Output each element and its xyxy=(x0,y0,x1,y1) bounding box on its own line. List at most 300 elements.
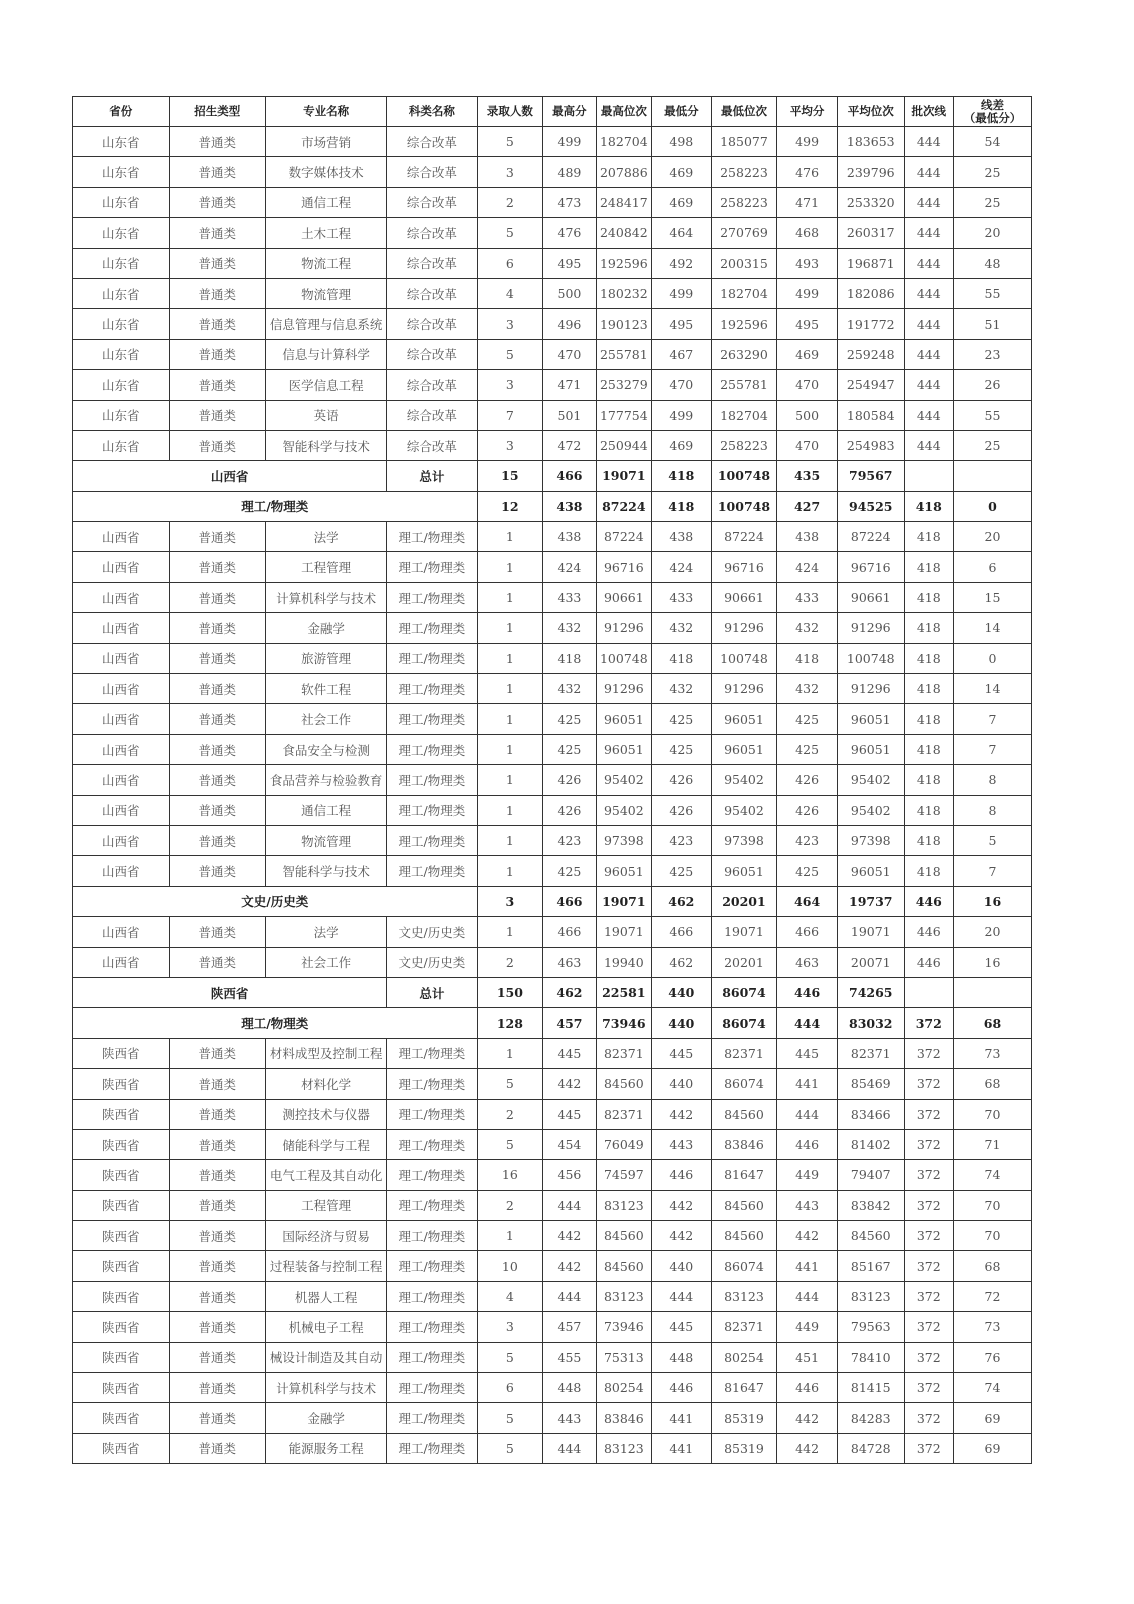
cell-avg-score: 466 xyxy=(777,917,838,947)
cell-line-diff: 25 xyxy=(953,157,1031,187)
cell-avg-rank: 95402 xyxy=(837,765,904,795)
cell-enrollment-type: 普通类 xyxy=(169,613,266,643)
cell-min-score: 425 xyxy=(652,734,712,764)
cell-avg-rank: 79407 xyxy=(837,1160,904,1190)
cell-min-score: 446 xyxy=(652,1373,712,1403)
cell-min-score: 440 xyxy=(652,1069,712,1099)
cell-max-score: 444 xyxy=(543,1433,596,1463)
cell-min-rank: 85319 xyxy=(711,1433,777,1463)
cell-min-score: 418 xyxy=(652,643,712,673)
cell-major-name: 智能科学与技术 xyxy=(266,430,387,460)
cell-min-score: 440 xyxy=(652,1251,712,1281)
cell-major-name: 旅游管理 xyxy=(266,643,387,673)
cell-batch-line: 418 xyxy=(904,491,953,521)
cell-enrollment-type: 普通类 xyxy=(169,643,266,673)
cell-major-name: 计算机科学与技术 xyxy=(266,582,387,612)
cell-line-diff: 68 xyxy=(953,1008,1031,1038)
cell-enrollment-type: 普通类 xyxy=(169,825,266,855)
cell-max-score: 457 xyxy=(543,1008,596,1038)
cell-avg-score: 446 xyxy=(777,1373,838,1403)
cell-province: 陕西省 xyxy=(73,1190,170,1220)
cell-admitted-count: 3 xyxy=(477,309,543,339)
cell-province: 陕西省 xyxy=(73,1160,170,1190)
cell-major-name: 社会工作 xyxy=(266,704,387,734)
cell-major-name: 电气工程及其自动化 xyxy=(266,1160,387,1190)
cell-avg-score: 438 xyxy=(777,522,838,552)
cell-max-score: 425 xyxy=(543,734,596,764)
cell-avg-score: 426 xyxy=(777,765,838,795)
cell-max-rank: 19940 xyxy=(596,947,651,977)
cell-avg-rank: 97398 xyxy=(837,825,904,855)
cell-admitted-count: 5 xyxy=(477,127,543,157)
cell-subject-category: 理工/物理类 xyxy=(387,825,477,855)
cell-min-score: 445 xyxy=(652,1038,712,1068)
cell-avg-rank: 91296 xyxy=(837,674,904,704)
cell-enrollment-type: 普通类 xyxy=(169,248,266,278)
cell-avg-score: 449 xyxy=(777,1160,838,1190)
cell-max-score: 433 xyxy=(543,582,596,612)
table-row xyxy=(73,582,1032,612)
table-row xyxy=(73,278,1032,308)
cell-admitted-count: 3 xyxy=(477,157,543,187)
table-row xyxy=(73,1160,1032,1190)
admission-scores-table xyxy=(72,96,1032,1464)
cell-min-rank: 87224 xyxy=(711,522,777,552)
cell-line-diff: 25 xyxy=(953,187,1031,217)
table-row xyxy=(73,734,1032,764)
cell-province: 山西省 xyxy=(73,856,170,886)
cell-min-rank: 85319 xyxy=(711,1403,777,1433)
cell-line-diff: 69 xyxy=(953,1433,1031,1463)
cell-min-rank: 100748 xyxy=(711,461,777,491)
cell-avg-rank: 81415 xyxy=(837,1373,904,1403)
cell-subject-category: 理工/物理类 xyxy=(387,1038,477,1068)
cell-major-name: 金融学 xyxy=(266,1403,387,1433)
cell-avg-rank: 84728 xyxy=(837,1433,904,1463)
cell-avg-score: 423 xyxy=(777,825,838,855)
cell-subject-category: 理工/物理类 xyxy=(387,674,477,704)
cell-admitted-count: 1 xyxy=(477,856,543,886)
cell-avg-score: 442 xyxy=(777,1221,838,1251)
cell-batch-line: 372 xyxy=(904,1373,953,1403)
cell-max-rank: 207886 xyxy=(596,157,651,187)
cell-major-name: 医学信息工程 xyxy=(266,370,387,400)
cell-province: 山东省 xyxy=(73,218,170,248)
cell-batch-line: 372 xyxy=(904,1342,953,1372)
cell-province: 陕西省 xyxy=(73,1433,170,1463)
cell-max-score: 444 xyxy=(543,1281,596,1311)
cell-province: 山东省 xyxy=(73,430,170,460)
cell-batch-line: 444 xyxy=(904,278,953,308)
cell-subject-category: 理工/物理类 xyxy=(387,1129,477,1159)
cell-avg-score: 493 xyxy=(777,248,838,278)
cell-max-rank: 84560 xyxy=(596,1069,651,1099)
cell-enrollment-type: 普通类 xyxy=(169,157,266,187)
cell-avg-rank: 260317 xyxy=(837,218,904,248)
cell-province: 山东省 xyxy=(73,370,170,400)
cell-avg-score: 442 xyxy=(777,1403,838,1433)
cell-line-diff: 20 xyxy=(953,218,1031,248)
table-row xyxy=(73,674,1032,704)
cell-avg-rank: 74265 xyxy=(837,977,904,1007)
cell-max-rank: 96716 xyxy=(596,552,651,582)
cell-subject-category: 综合改革 xyxy=(387,309,477,339)
cell-admitted-count: 1 xyxy=(477,765,543,795)
cell-line-diff: 73 xyxy=(953,1038,1031,1068)
cell-batch-line: 444 xyxy=(904,248,953,278)
cell-admitted-count: 4 xyxy=(477,1281,543,1311)
cell-subject-category: 综合改革 xyxy=(387,430,477,460)
cell-min-rank: 96716 xyxy=(711,552,777,582)
cell-avg-rank: 239796 xyxy=(837,157,904,187)
cell-min-rank: 86074 xyxy=(711,1069,777,1099)
cell-avg-rank: 95402 xyxy=(837,795,904,825)
cell-batch-line: 372 xyxy=(904,1038,953,1068)
table-row xyxy=(73,825,1032,855)
cell-avg-rank: 20071 xyxy=(837,947,904,977)
cell-province: 陕西省 xyxy=(73,1129,170,1159)
cell-min-score: 424 xyxy=(652,552,712,582)
cell-avg-score: 470 xyxy=(777,430,838,460)
cell-avg-rank: 100748 xyxy=(837,643,904,673)
cell-province: 山东省 xyxy=(73,400,170,430)
cell-min-rank: 86074 xyxy=(711,1251,777,1281)
cell-max-rank: 83123 xyxy=(596,1190,651,1220)
cell-batch-line: 444 xyxy=(904,157,953,187)
cell-min-rank: 100748 xyxy=(711,643,777,673)
cell-province: 陕西省 xyxy=(73,1281,170,1311)
cell-admitted-count: 5 xyxy=(477,1433,543,1463)
cell-avg-rank: 182086 xyxy=(837,278,904,308)
province-total-row xyxy=(73,977,1032,1007)
cell-admitted-count: 150 xyxy=(477,977,543,1007)
cell-max-rank: 83123 xyxy=(596,1281,651,1311)
cell-max-score: 462 xyxy=(543,977,596,1007)
cell-admitted-count: 2 xyxy=(477,1099,543,1129)
table-row xyxy=(73,157,1032,187)
header-avg-rank: 平均位次 xyxy=(837,97,904,127)
cell-batch-line: 418 xyxy=(904,795,953,825)
cell-enrollment-type: 普通类 xyxy=(169,370,266,400)
header-line-diff xyxy=(953,97,1031,127)
header-max-score: 最高分 xyxy=(543,97,596,127)
cell-admitted-count: 2 xyxy=(477,187,543,217)
cell-min-rank: 95402 xyxy=(711,765,777,795)
cell-line-diff: 8 xyxy=(953,795,1031,825)
cell-max-rank: 22581 xyxy=(596,977,651,1007)
table-row xyxy=(73,370,1032,400)
cell-min-score: 498 xyxy=(652,127,712,157)
cell-province: 陕西省 xyxy=(73,1221,170,1251)
category-total-row xyxy=(73,491,1032,521)
header-min-score: 最低分 xyxy=(652,97,712,127)
cell-avg-rank: 96051 xyxy=(837,856,904,886)
cell-min-rank: 200315 xyxy=(711,248,777,278)
cell-max-score: 432 xyxy=(543,613,596,643)
cell-max-rank: 250944 xyxy=(596,430,651,460)
cell-min-score: 495 xyxy=(652,309,712,339)
cell-enrollment-type: 普通类 xyxy=(169,309,266,339)
cell-subject-category: 理工/物理类 xyxy=(387,1312,477,1342)
cell-enrollment-type: 普通类 xyxy=(169,1433,266,1463)
cell-line-diff: 16 xyxy=(953,947,1031,977)
cell-line-diff xyxy=(953,977,1031,1007)
cell-major-name: 通信工程 xyxy=(266,795,387,825)
cell-enrollment-type: 普通类 xyxy=(169,1099,266,1129)
table-row xyxy=(73,1342,1032,1372)
cell-avg-score: 471 xyxy=(777,187,838,217)
cell-avg-rank: 196871 xyxy=(837,248,904,278)
cell-avg-score: 464 xyxy=(777,886,838,916)
header-line-diff-bottom: （最低分） xyxy=(963,110,1022,125)
cell-subject-category: 综合改革 xyxy=(387,278,477,308)
cell-subject-category: 理工/物理类 xyxy=(387,522,477,552)
cell-subject-category: 理工/物理类 xyxy=(387,856,477,886)
cell-province: 山东省 xyxy=(73,278,170,308)
cell-major-name: 英语 xyxy=(266,400,387,430)
cell-max-score: 444 xyxy=(543,1190,596,1220)
cell-min-rank: 96051 xyxy=(711,856,777,886)
cell-avg-rank: 83123 xyxy=(837,1281,904,1311)
cell-batch-line: 444 xyxy=(904,218,953,248)
cell-admitted-count: 1 xyxy=(477,704,543,734)
cell-subject-category: 理工/物理类 xyxy=(387,1281,477,1311)
table-header-row xyxy=(73,97,1032,127)
cell-enrollment-type: 普通类 xyxy=(169,127,266,157)
cell-avg-score: 432 xyxy=(777,613,838,643)
cell-province: 山西省 xyxy=(73,552,170,582)
cell-province: 山西省 xyxy=(73,917,170,947)
cell-enrollment-type: 普通类 xyxy=(169,917,266,947)
cell-admitted-count: 16 xyxy=(477,1160,543,1190)
cell-batch-line: 372 xyxy=(904,1281,953,1311)
cell-avg-score: 444 xyxy=(777,1281,838,1311)
cell-enrollment-type: 普通类 xyxy=(169,218,266,248)
cell-subject-category: 理工/物理类 xyxy=(387,734,477,764)
cell-avg-rank: 183653 xyxy=(837,127,904,157)
cell-batch-line: 418 xyxy=(904,674,953,704)
cell-subject-category: 综合改革 xyxy=(387,157,477,187)
cell-max-rank: 95402 xyxy=(596,765,651,795)
cell-min-score: 433 xyxy=(652,582,712,612)
cell-major-name: 材料化学 xyxy=(266,1069,387,1099)
cell-avg-rank: 83842 xyxy=(837,1190,904,1220)
cell-major-name: 材料成型及控制工程 xyxy=(266,1038,387,1068)
cell-max-rank: 95402 xyxy=(596,795,651,825)
cell-max-score: 473 xyxy=(543,187,596,217)
cell-min-rank: 84560 xyxy=(711,1099,777,1129)
cell-batch-line: 418 xyxy=(904,643,953,673)
table-row xyxy=(73,400,1032,430)
cell-major-name: 智能科学与技术 xyxy=(266,856,387,886)
header-max-rank: 最高位次 xyxy=(596,97,651,127)
cell-line-diff: 20 xyxy=(953,522,1031,552)
cell-subject-category: 理工/物理类 xyxy=(387,1342,477,1372)
cell-batch-line: 444 xyxy=(904,370,953,400)
cell-line-diff: 7 xyxy=(953,856,1031,886)
cell-subject-category: 理工/物理类 xyxy=(387,1099,477,1129)
header-admitted-count: 录取人数 xyxy=(477,97,543,127)
table-row xyxy=(73,643,1032,673)
cell-avg-rank: 91296 xyxy=(837,613,904,643)
cell-min-score: 426 xyxy=(652,795,712,825)
cell-avg-score: 446 xyxy=(777,977,838,1007)
cell-min-rank: 83846 xyxy=(711,1129,777,1159)
cell-batch-line: 372 xyxy=(904,1129,953,1159)
cell-enrollment-type: 普通类 xyxy=(169,1342,266,1372)
cell-admitted-count: 3 xyxy=(477,1312,543,1342)
cell-line-diff: 51 xyxy=(953,309,1031,339)
cell-avg-score: 425 xyxy=(777,734,838,764)
cell-max-rank: 19071 xyxy=(596,886,651,916)
cell-subject-category: 理工/物理类 xyxy=(387,1160,477,1190)
cell-admitted-count: 6 xyxy=(477,248,543,278)
cell-subject-category: 文史/历史类 xyxy=(387,917,477,947)
cell-batch-line: 418 xyxy=(904,582,953,612)
cell-avg-score: 495 xyxy=(777,309,838,339)
cell-enrollment-type: 普通类 xyxy=(169,1373,266,1403)
cell-province: 山西省 xyxy=(73,643,170,673)
cell-province: 山西省 xyxy=(73,765,170,795)
cell-batch-line: 372 xyxy=(904,1251,953,1281)
cell-avg-rank: 84283 xyxy=(837,1403,904,1433)
cell-line-diff: 74 xyxy=(953,1373,1031,1403)
cell-line-diff: 74 xyxy=(953,1160,1031,1190)
cell-avg-score: 441 xyxy=(777,1251,838,1281)
cell-enrollment-type: 普通类 xyxy=(169,1190,266,1220)
cell-enrollment-type: 普通类 xyxy=(169,1281,266,1311)
cell-max-score: 426 xyxy=(543,765,596,795)
cell-line-diff: 7 xyxy=(953,704,1031,734)
cell-min-score: 440 xyxy=(652,1008,712,1038)
cell-max-rank: 76049 xyxy=(596,1129,651,1159)
cell-subject-category: 理工/物理类 xyxy=(387,1069,477,1099)
cell-avg-rank: 96051 xyxy=(837,704,904,734)
table-row xyxy=(73,218,1032,248)
cell-max-score: 463 xyxy=(543,947,596,977)
cell-min-rank: 258223 xyxy=(711,430,777,460)
table-row xyxy=(73,1221,1032,1251)
cell-avg-score: 445 xyxy=(777,1038,838,1068)
cell-min-score: 425 xyxy=(652,856,712,886)
cell-major-name: 食品安全与检测 xyxy=(266,734,387,764)
cell-min-score: 443 xyxy=(652,1129,712,1159)
cell-province: 山东省 xyxy=(73,339,170,369)
cell-max-score: 438 xyxy=(543,491,596,521)
cell-line-diff: 54 xyxy=(953,127,1031,157)
cell-enrollment-type: 普通类 xyxy=(169,522,266,552)
cell-min-score: 469 xyxy=(652,187,712,217)
cell-enrollment-type: 普通类 xyxy=(169,1312,266,1342)
cell-enrollment-type: 普通类 xyxy=(169,1403,266,1433)
cell-major-name: 软件工程 xyxy=(266,674,387,704)
cell-max-score: 454 xyxy=(543,1129,596,1159)
cell-avg-rank: 90661 xyxy=(837,582,904,612)
cell-line-diff: 16 xyxy=(953,886,1031,916)
cell-batch-line: 446 xyxy=(904,917,953,947)
cell-min-score: 469 xyxy=(652,430,712,460)
cell-avg-rank: 94525 xyxy=(837,491,904,521)
table-row xyxy=(73,552,1032,582)
cell-province: 山西省 xyxy=(73,582,170,612)
header-batch-line: 批次线 xyxy=(904,97,953,127)
cell-avg-score: 441 xyxy=(777,1069,838,1099)
cell-max-rank: 83123 xyxy=(596,1433,651,1463)
cell-min-score: 442 xyxy=(652,1221,712,1251)
cell-max-rank: 240842 xyxy=(596,218,651,248)
cell-avg-rank: 254983 xyxy=(837,430,904,460)
cell-line-diff: 55 xyxy=(953,400,1031,430)
cell-batch-line: 372 xyxy=(904,1190,953,1220)
cell-admitted-count: 5 xyxy=(477,1129,543,1159)
cell-batch-line xyxy=(904,461,953,491)
cell-province: 山西省 xyxy=(73,795,170,825)
cell-min-score: 492 xyxy=(652,248,712,278)
cell-subject-category: 理工/物理类 xyxy=(387,795,477,825)
cell-major-name: 国际经济与贸易 xyxy=(266,1221,387,1251)
cell-admitted-count: 1 xyxy=(477,917,543,947)
cell-enrollment-type: 普通类 xyxy=(169,765,266,795)
cell-max-rank: 180232 xyxy=(596,278,651,308)
cell-line-diff: 6 xyxy=(953,552,1031,582)
cell-province: 山西省 xyxy=(73,613,170,643)
cell-min-score: 467 xyxy=(652,339,712,369)
cell-subject-category: 文史/历史类 xyxy=(387,947,477,977)
cell-batch-line: 444 xyxy=(904,309,953,339)
header-province: 省份 xyxy=(73,97,170,127)
table-row xyxy=(73,248,1032,278)
cell-min-rank: 182704 xyxy=(711,400,777,430)
cell-max-rank: 19071 xyxy=(596,917,651,947)
cell-min-score: 462 xyxy=(652,947,712,977)
cell-max-score: 455 xyxy=(543,1342,596,1372)
cell-min-score: 441 xyxy=(652,1403,712,1433)
cell-batch-line: 372 xyxy=(904,1160,953,1190)
cell-major-name: 测控技术与仪器 xyxy=(266,1099,387,1129)
cell-avg-score: 443 xyxy=(777,1190,838,1220)
cell-min-score: 432 xyxy=(652,613,712,643)
cell-major-name: 食品营养与检验教育 xyxy=(266,765,387,795)
cell-avg-score: 435 xyxy=(777,461,838,491)
cell-max-score: 489 xyxy=(543,157,596,187)
cell-admitted-count: 5 xyxy=(477,1069,543,1099)
cell-enrollment-type: 普通类 xyxy=(169,856,266,886)
cell-avg-score: 424 xyxy=(777,552,838,582)
cell-batch-line: 418 xyxy=(904,765,953,795)
cell-province: 陕西省 xyxy=(73,1373,170,1403)
cell-max-score: 418 xyxy=(543,643,596,673)
table-row xyxy=(73,339,1032,369)
cell-min-score: 438 xyxy=(652,522,712,552)
cell-major-name: 通信工程 xyxy=(266,187,387,217)
cell-avg-rank: 259248 xyxy=(837,339,904,369)
cell-max-score: 438 xyxy=(543,522,596,552)
cell-avg-rank: 85167 xyxy=(837,1251,904,1281)
cell-max-rank: 255781 xyxy=(596,339,651,369)
cell-min-score: 462 xyxy=(652,886,712,916)
cell-major-name: 储能科学与工程 xyxy=(266,1129,387,1159)
cell-line-diff: 68 xyxy=(953,1069,1031,1099)
cell-province: 山东省 xyxy=(73,127,170,157)
cell-min-rank: 96051 xyxy=(711,704,777,734)
cell-max-rank: 84560 xyxy=(596,1221,651,1251)
cell-min-rank: 90661 xyxy=(711,582,777,612)
cell-batch-line: 372 xyxy=(904,1069,953,1099)
table-row xyxy=(73,187,1032,217)
cell-avg-score: 433 xyxy=(777,582,838,612)
cell-max-rank: 82371 xyxy=(596,1099,651,1129)
cell-subject-category: 理工/物理类 xyxy=(387,704,477,734)
